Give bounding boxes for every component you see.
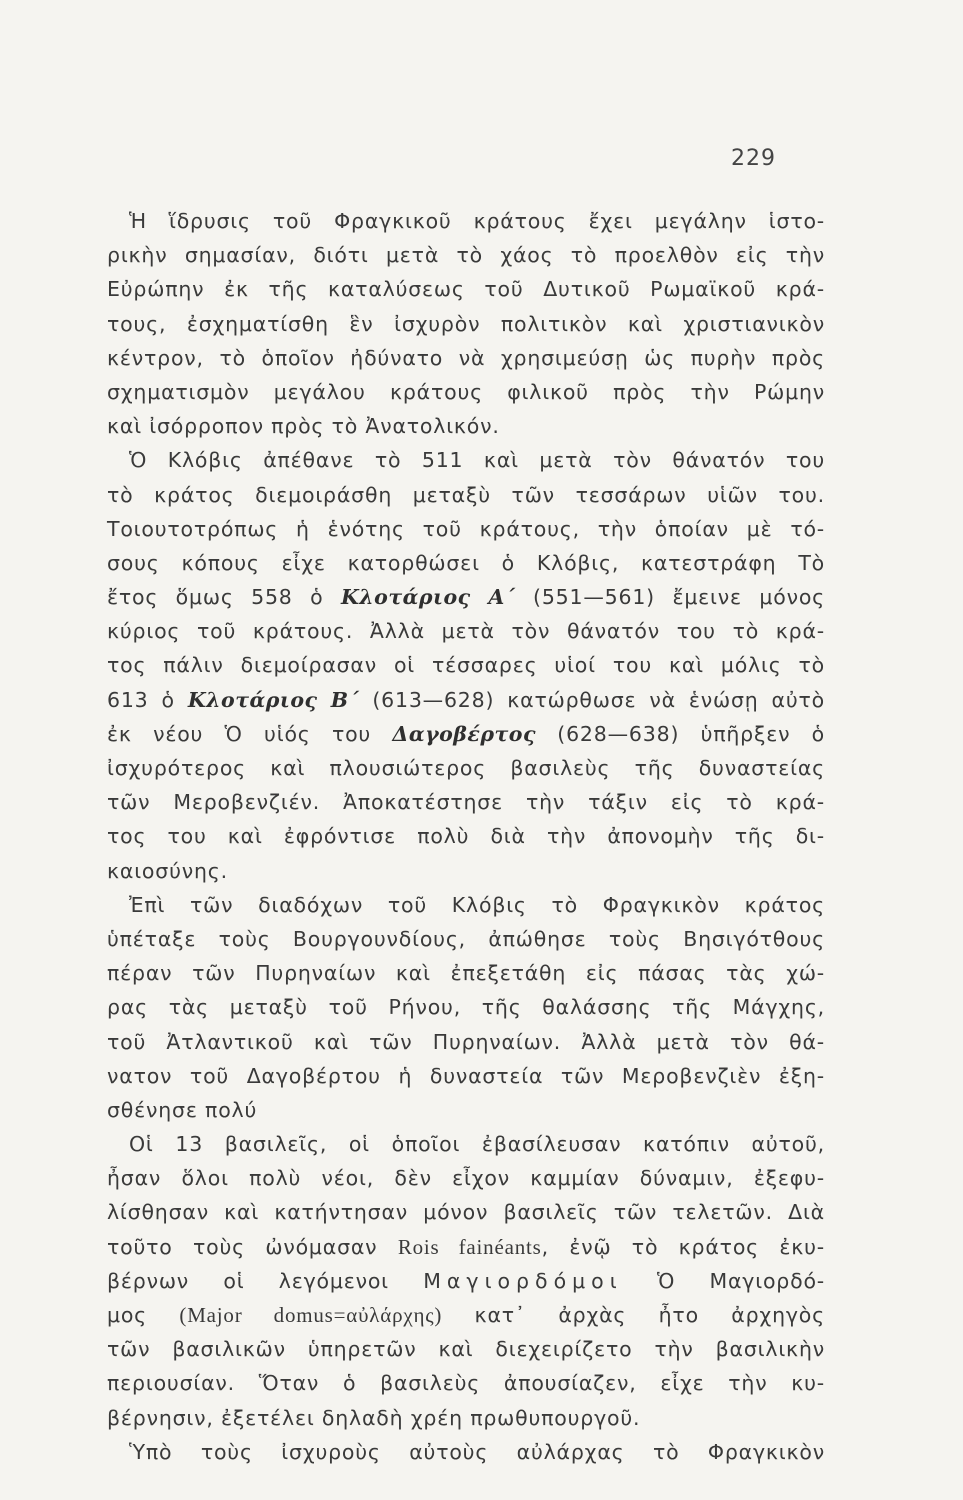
text-line: ρας τὰς μεταξὺ τοῦ Ρήνου, τῆς θαλάσσης τῆς Μάγχης,	[107, 995, 825, 1020]
text-line: τῶν βασιλικῶν ὑπηρετῶν καὶ διεχειρίζετο τὴν βασιλικὴν	[107, 1337, 825, 1362]
text-segment: (628—638) ὑπῆρξεν ὁ	[535, 721, 826, 746]
text-segment: Ὁ Μαγιορδό-	[622, 1268, 826, 1293]
text-line	[107, 1264, 825, 1298]
text-segment: (613—628) κατώρθωσε νὰ ἑνώσῃ αὐτὸ	[359, 687, 825, 712]
text-segment: (Major domus=αὐλάρχης)	[179, 1303, 443, 1327]
text-line: ἦσαν ὅλοι πολὺ νέοι, δὲν εἶχον καμμίαν δύναμιν, ἐξεφυ-	[107, 1166, 825, 1191]
text-line: ὑπέταξε τοὺς Βουργουνδίους, ἀπώθησε τοὺς Βησιγότθους	[107, 926, 825, 951]
text-line: Ἐπὶ τῶν διαδόχων τοῦ Κλόβις τὸ Φραγκικὸν κράτος	[129, 892, 825, 917]
text-line: τους, ἐσχηματίσθη ἓν ἰσχυρὸν πολιτικὸν καὶ χριστιανικὸν	[107, 311, 825, 336]
text-line: ρικὴν σημασίαν, διότι μετὰ τὸ χάος τὸ προελθὸν εἰς τὴν	[107, 243, 825, 268]
text-line: σθένησε πολύ	[107, 1097, 258, 1122]
text-line	[107, 1230, 825, 1264]
text-segment: Μαγιορδόμοι	[423, 1268, 623, 1293]
text-line: Ὑπὸ τοὺς ἰσχυροὺς αὐτοὺς αὐλάρχας τὸ Φραγκικὸν	[129, 1439, 825, 1464]
text-segment: (551—561) ἔμεινε μόνος	[515, 585, 825, 610]
text-line: Οἱ 13 βασιλεῖς, οἱ ὁποῖοι ἐβασίλευσαν κατόπιν αὐτοῦ,	[129, 1132, 825, 1157]
text-line: νατον τοῦ Δαγοβέρτου ἡ δυναστεία τῶν Μεροβενζιὲν ἐξη-	[107, 1063, 825, 1088]
text-segment: Rois fainéants	[397, 1234, 542, 1259]
text-line: τος πάλιν διεμοίρασαν οἱ τέσσαρες υἱοί του καὶ μόλις τὸ	[107, 653, 825, 678]
text-segment: μος	[107, 1303, 180, 1327]
text-line: τος του καὶ ἐφρόντισε πολὺ διὰ τὴν ἀπονομὴν τῆς δι-	[107, 824, 825, 849]
text-line: τῶν Μεροβενζιέν. Ἀποκατέστησε τὴν τάξιν εἰς τὸ κρά-	[107, 790, 825, 815]
text-line: Εὐρώπην ἐκ τῆς καταλύσεως τοῦ Δυτικοῦ Ρωμαϊκοῦ κρά-	[107, 277, 825, 302]
text-line: τὸ κράτος διεμοιράσθη μεταξὺ τῶν τεσσάρων υἱῶν του.	[107, 482, 825, 507]
text-segment: ἐκ νέου Ὁ υἱός του	[107, 721, 393, 746]
text-line	[107, 683, 825, 717]
text-line: καὶ ἰσόρροπον πρὸς τὸ Ἀνατολικόν.	[107, 414, 500, 439]
text-line: σχηματισμὸν μεγάλου κράτους φιλικοῦ πρὸς τὴν Ρώμην	[107, 379, 825, 404]
bold-name: Δαγοβέρτος	[392, 721, 536, 746]
text-segment: ἔτος ὅμως 558 ὁ	[107, 585, 341, 610]
text-line: βέρνησιν, ἐξετέλει δηλαδὴ χρέη πρωθυπουργοῦ.	[107, 1405, 641, 1430]
bold-name: Κλοτάριος Β΄	[187, 687, 360, 712]
text-line: σους κόπους εἶχε κατορθώσει ὁ Κλόβις, κατεστράφη Τὸ	[107, 550, 825, 575]
text-line: ἰσχυρότερος καὶ πλουσιώτερος βασιλεὺς τῆς δυναστείας	[107, 756, 825, 780]
bold-name: Κλοτάριος Α΄	[340, 585, 516, 610]
text-segment: κατ᾽ ἀρχὰς ἦτο ἀρχηγὸς	[442, 1303, 825, 1327]
text-line: Ὁ Κλόβις ἀπέθανε τὸ 511 καὶ μετὰ τὸν θάνατόν του	[129, 448, 825, 473]
text-line: περιουσίαν. Ὅταν ὁ βασιλεὺς ἀπουσίαζεν, εἶχε τὴν κυ-	[107, 1371, 825, 1396]
text-line: καιοσύνης.	[107, 858, 228, 883]
text-segment: 613 ὁ	[107, 687, 188, 712]
text-segment: , ἐνῷ τὸ κράτος ἐκυ-	[541, 1234, 825, 1259]
body-text	[107, 204, 825, 1469]
text-line: Τοιουτοτρόπως ἡ ἑνότης τοῦ κράτους, τὴν ὁποίαν μὲ τό-	[107, 516, 825, 541]
text-line: κέντρον, τὸ ὁποῖον ἠδύνατο νὰ χρησιμεύσῃ ὡς πυρὴν πρὸς	[107, 345, 825, 370]
text-line: κύριος τοῦ κράτους. Ἀλλὰ μετὰ τὸν θάνατόν του τὸ κρά-	[107, 619, 825, 644]
text-line	[107, 580, 825, 614]
text-line: πέραν τῶν Πυρηναίων καὶ ἐπεξετάθη εἰς πάσας τὰς χώ-	[107, 961, 825, 986]
text-line: Ἡ ἵδρυσις τοῦ Φραγκικοῦ κράτους ἔχει μεγάλην ἱστο-	[129, 209, 825, 233]
text-segment: τοῦτο τοὺς ὠνόμασαν	[107, 1234, 398, 1259]
text-line: λίσθησαν καὶ κατήντησαν μόνον βασιλεῖς τῶν τελετῶν. Διὰ	[107, 1200, 825, 1225]
text-line	[107, 1298, 825, 1332]
text-segment: βέρνων οἱ λεγόμενοι	[107, 1268, 424, 1293]
page-number: 229	[731, 146, 776, 171]
text-line: τοῦ Ἀτλαντικοῦ καὶ τῶν Πυρηναίων. Ἀλλὰ μετὰ τὸν θά-	[107, 1029, 825, 1054]
text-line	[107, 717, 825, 751]
